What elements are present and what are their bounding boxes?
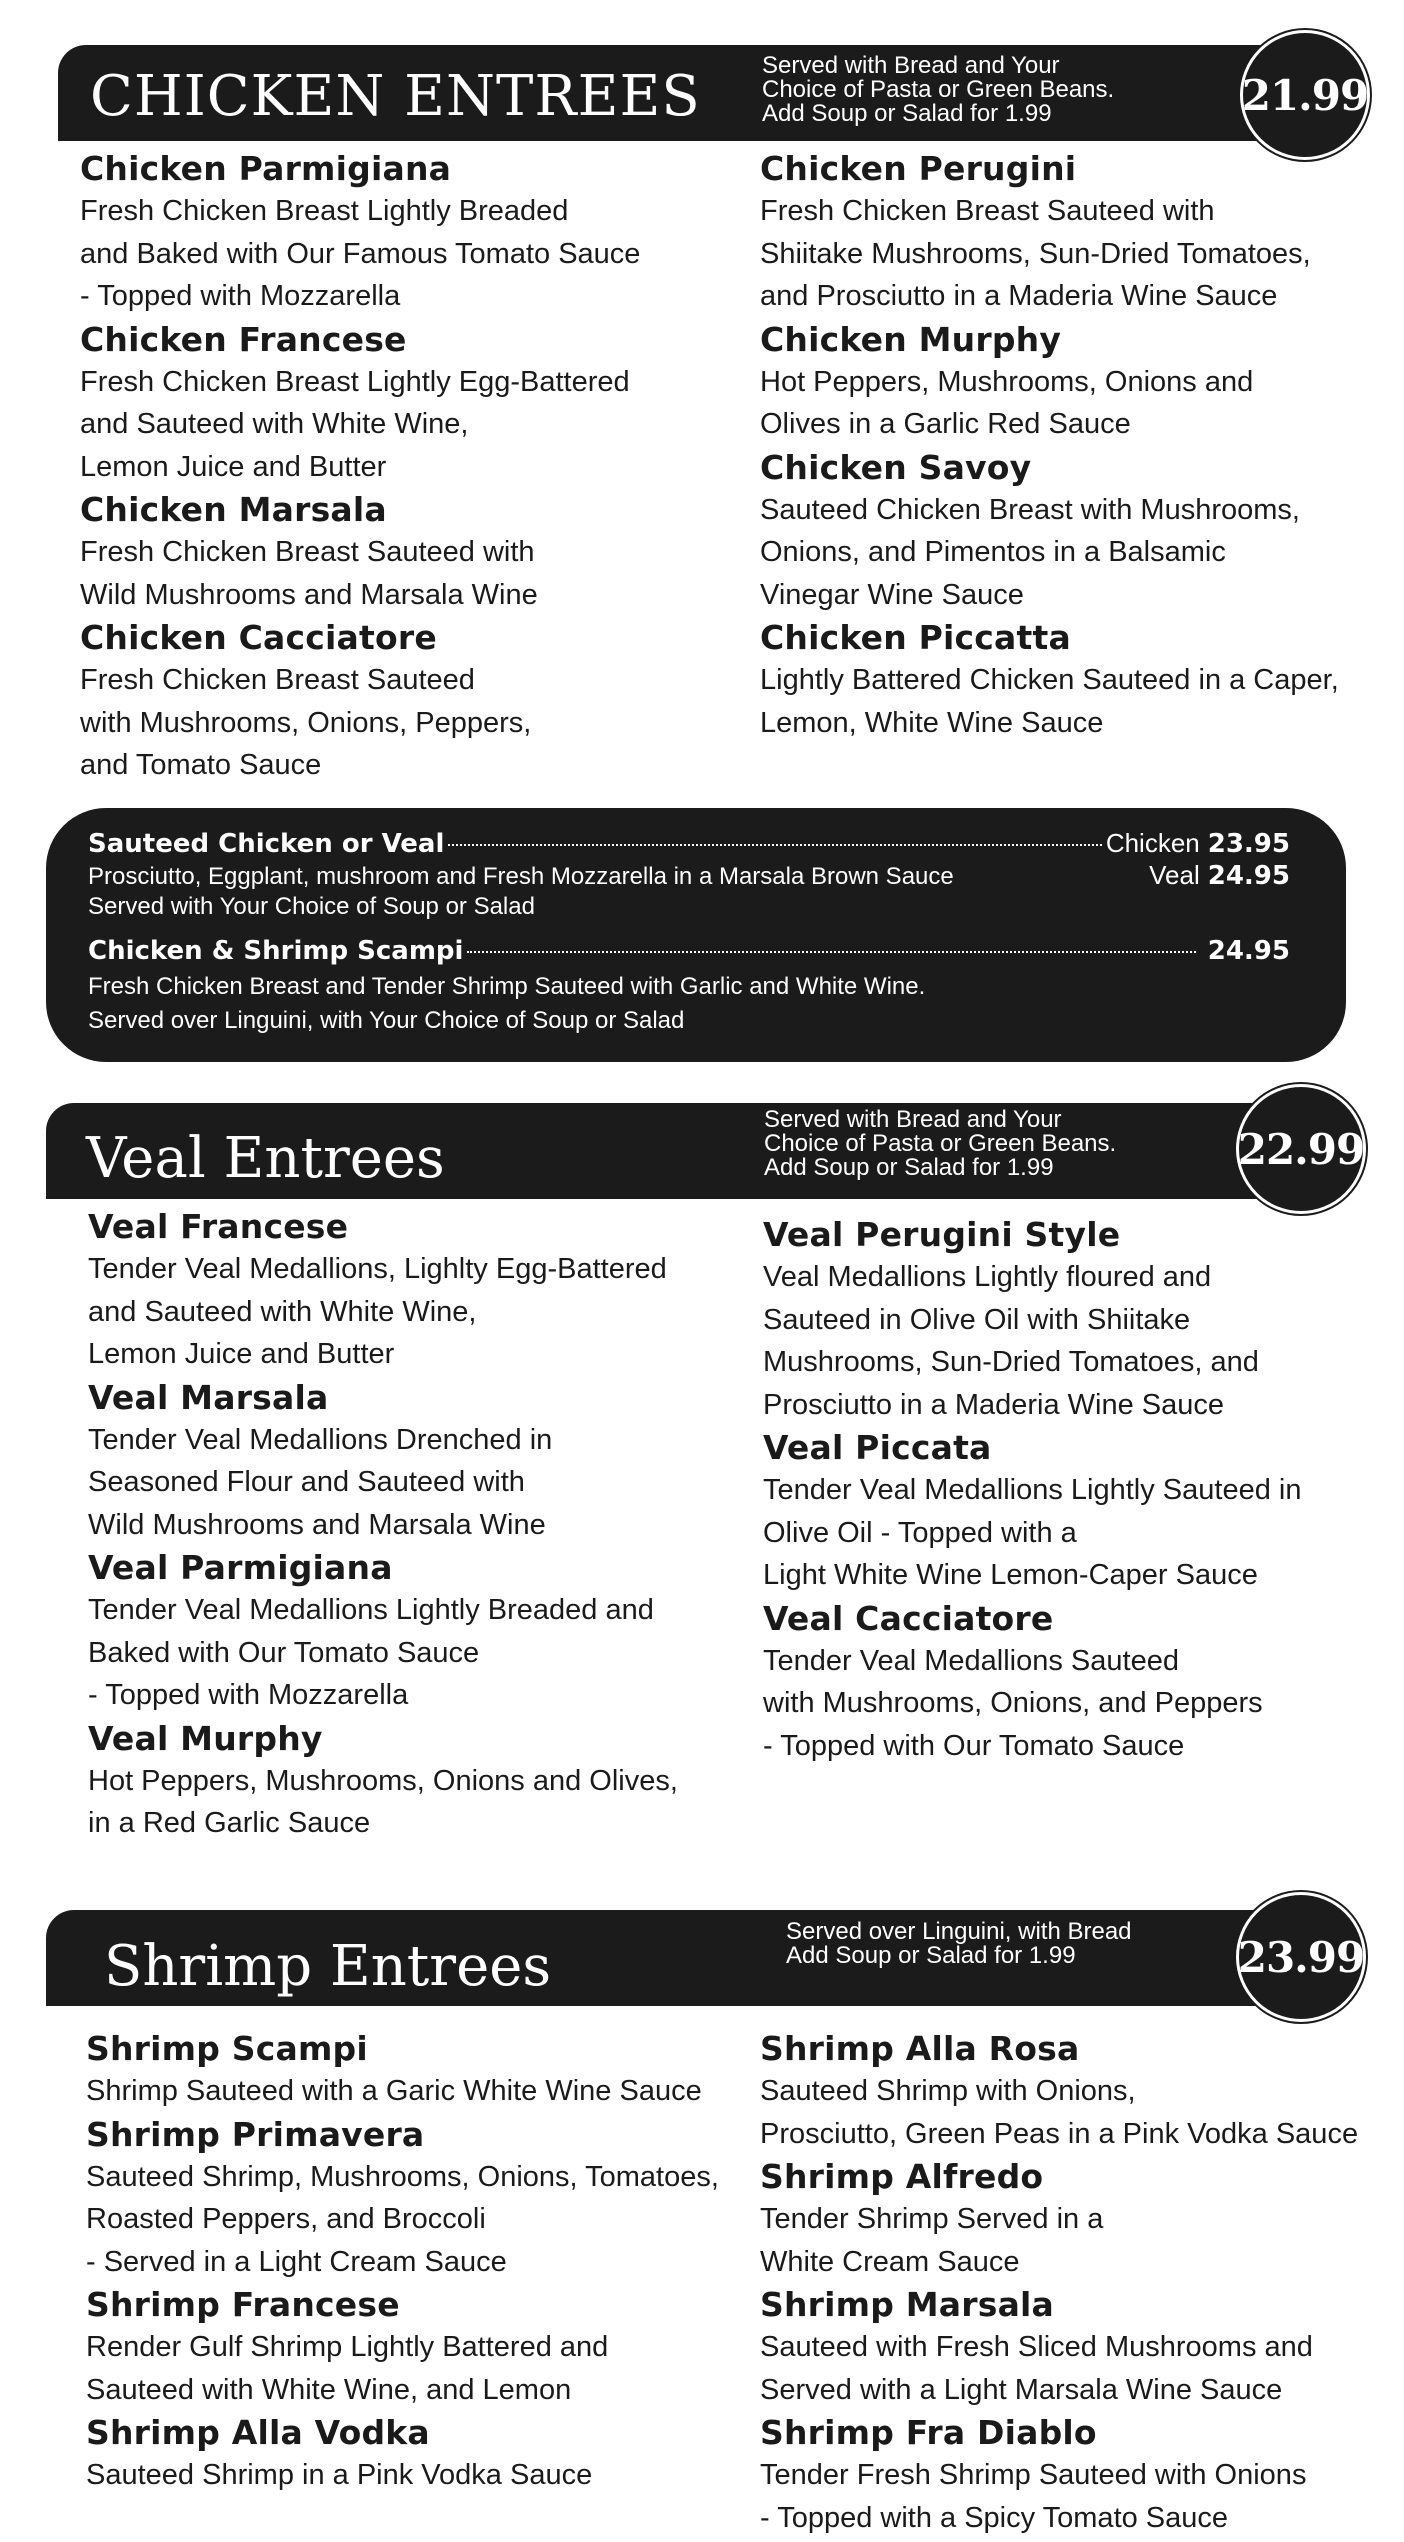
menu-item [80,318,720,489]
item-description: Fresh Chicken Breast Sauteed with Shiitake Mushrooms, Sun-Dried Tomatoes, and Prosciutto in a Maderia Wine Sauce [760,195,1311,312]
item-name: Chicken Francese [80,319,407,359]
veal-price-badge: 22.99 [1236,1084,1366,1214]
shrimp-section-title: Shrimp Entrees [104,1934,552,1999]
item-description: Render Gulf Shrimp Lightly Battered and Sauteed with White Wine, and Lemon [86,2331,609,2406]
menu-item [763,1597,1383,1768]
menu-item [86,2027,746,2113]
menu-item [760,446,1380,617]
chicken-left-column [80,147,720,787]
shrimp-right-column [760,2027,1400,2539]
item-name: Shrimp Alla Rosa [760,2029,1080,2068]
menu-item [88,1376,728,1547]
item-description: Fresh Chicken Breast Lightly Egg-Battered and Sauteed with White Wine, Lemon Juice and Butter [80,365,630,483]
menu-item [760,147,1380,318]
item-name: Shrimp Francese [86,2285,400,2324]
chicken-price-badge: 21.99 [1240,30,1370,160]
item-name: Shrimp Alfredo [760,2157,1044,2196]
menu-item [88,1717,728,1845]
special-price: 24.95 [1207,861,1290,891]
item-name: Shrimp Primavera [86,2114,425,2154]
item-name: Veal Parmigiana [88,1548,393,1587]
item-name: Veal Murphy [88,1718,323,1758]
item-description: Fresh Chicken Breast Lightly Breaded and Baked with Our Famous Tomato Sauce - Topped with Mozzarella [80,195,641,312]
special-item-name: Chicken & Shrimp Scampi [88,936,464,966]
veal-note-line: Choice of Pasta or Green Beans. [764,1130,1117,1157]
item-name: Shrimp Marsala [760,2285,1055,2324]
item-description: Sauteed Chicken Breast with Mushrooms, Onions, and Pimentos in a Balsamic Vinegar Wine Sauce [760,493,1300,611]
specials-box [46,808,1346,1062]
veal-note-line: Served with Bread and Your [764,1106,1062,1133]
item-description: Sauteed with Fresh Sliced Mushrooms and Served with a Light Marsala Wine Sauce [760,2331,1313,2406]
shrimp-price-badge: 23.99 [1236,1892,1366,2022]
menu-item [760,2283,1400,2411]
item-description: Tender Veal Medallions Drenched in Seasoned Flour and Sauteed with Wild Mushrooms and Marsala Wine [88,1423,553,1541]
veal-right-column [763,1213,1383,1767]
item-description: Sauteed Shrimp, Mushrooms, Onions, Tomatoes, Roasted Peppers, and Broccoli - Served in a Light Cream Sauce [86,2160,719,2278]
menu-item [760,616,1380,744]
item-description: Hot Peppers, Mushrooms, Onions and Olives in a Garlic Red Sauce [760,365,1254,440]
shrimp-serving-note [786,1920,1132,1968]
item-name: Veal Piccata [763,1428,992,1467]
menu-item [86,2411,746,2497]
item-description: Sauteed Shrimp with Onions, Prosciutto, Green Peas in a Pink Vodka Sauce [760,2075,1359,2150]
item-name: Veal Perugini Style [763,1215,1121,1254]
item-name: Shrimp Scampi [86,2029,368,2068]
special-price-label: Chicken [1105,828,1200,858]
item-description: Tender Veal Medallions, Lighlty Egg-Battered and Sauteed with White Wine, Lemon Juice and Butter [88,1253,667,1370]
special-item-description: Served over Linguini, with Your Choice of Soup or Salad [88,1007,685,1034]
item-name: Chicken Marsala [80,490,387,529]
chicken-note-line: Choice of Pasta or Green Beans. [762,76,1115,103]
item-description: Lightly Battered Chicken Sauteed in a Caper, Lemon, White Wine Sauce [760,664,1339,739]
special-item-description: Served with Your Choice of Soup or Salad [88,893,535,920]
special-item-description: Prosciutto, Eggplant, mushroom and Fresh Mozzarella in a Marsala Brown Sauce [88,863,954,890]
item-description: Shrimp Sauteed with a Garic White Wine Sauce [86,2075,702,2107]
special-item-row [88,828,1290,859]
veal-section-title: Veal Entrees [86,1126,445,1191]
item-description: Fresh Chicken Breast Sauteed with Mushrooms, Onions, Peppers, and Tomato Sauce [80,664,532,781]
item-name: Veal Marsala [88,1377,329,1417]
menu-item [86,2283,746,2411]
special-item-description: Fresh Chicken Breast and Tender Shrimp Sauteed with Garlic and White Wine. [88,973,926,1000]
item-description: Tender Shrimp Served in a White Cream Sauce [760,2203,1104,2278]
item-description: Fresh Chicken Breast Sauteed with Wild Mushrooms and Marsala Wine [80,536,538,611]
menu-item [760,318,1380,446]
chicken-right-column [760,147,1380,744]
menu-item [763,1213,1383,1426]
veal-note-line: Add Soup or Salad for 1.99 [764,1154,1054,1181]
menu-item [88,1546,728,1717]
item-description: Sauteed Shrimp in a Pink Vodka Sauce [86,2459,593,2491]
item-name: Shrimp Alla Vodka [86,2413,430,2452]
special-item-name: Sauteed Chicken or Veal [88,829,445,859]
menu-item [80,488,720,616]
item-name: Chicken Murphy [760,319,1062,359]
menu-item [86,2113,746,2284]
menu-item [80,147,720,318]
item-name: Chicken Cacciatore [80,618,437,657]
menu-item [763,1426,1383,1597]
chicken-serving-note [762,54,1114,126]
item-name: Chicken Parmigiana [80,149,452,188]
special-price: 23.95 [1207,829,1290,859]
chicken-note-line: Add Soup or Salad for 1.99 [762,100,1052,127]
item-name: Chicken Savoy [760,447,1032,487]
shrimp-note-line: Served over Linguini, with Bread [786,1918,1132,1945]
leader-dots [448,844,1101,846]
shrimp-note-line: Add Soup or Salad for 1.99 [786,1942,1076,1969]
shrimp-left-column [86,2027,746,2497]
menu-item [760,2411,1400,2539]
item-description: Tender Veal Medallions Sauteed with Mushrooms, Onions, and Peppers - Topped with Our Tomato Sauce [763,1644,1263,1762]
item-name: Chicken Piccatta [760,618,1071,657]
item-description: Tender Fresh Shrimp Sauteed with Onions - Topped with a Spicy Tomato Sauce [760,2459,1307,2534]
menu-item [88,1205,728,1376]
special-price: 24.95 [1207,936,1290,966]
menu-item [760,2027,1400,2155]
menu-item [80,616,720,787]
item-description: Tender Veal Medallions Lightly Sauteed in Olive Oil - Topped with a Light White Wine Lemon-Caper Sauce [763,1474,1302,1591]
item-name: Shrimp Fra Diablo [760,2413,1097,2452]
veal-serving-note [764,1108,1116,1180]
chicken-section-title: CHICKEN ENTREES [90,64,701,129]
item-description: Tender Veal Medallions Lightly Breaded and Baked with Our Tomato Sauce - Topped with Mozzarella [88,1594,654,1711]
menu-item [760,2155,1400,2283]
veal-left-column [88,1205,728,1845]
special-price-label: Veal [1149,860,1200,890]
item-description: Hot Peppers, Mushrooms, Onions and Olives, in a Red Garlic Sauce [88,1764,678,1839]
item-description: Veal Medallions Lightly floured and Sauteed in Olive Oil with Shiitake Mushrooms, Sun-Dried Tomatoes, and Prosciutto in a Maderia Wine Sauce [763,1261,1259,1421]
special-item-row [88,936,1290,966]
item-name: Chicken Perugini [760,149,1077,188]
special-price-row [1149,860,1290,891]
item-name: Veal Cacciatore [763,1598,1054,1638]
chicken-note-line: Served with Bread and Your [762,52,1060,79]
item-name: Veal Francese [88,1207,349,1246]
leader-dots [467,951,1195,953]
